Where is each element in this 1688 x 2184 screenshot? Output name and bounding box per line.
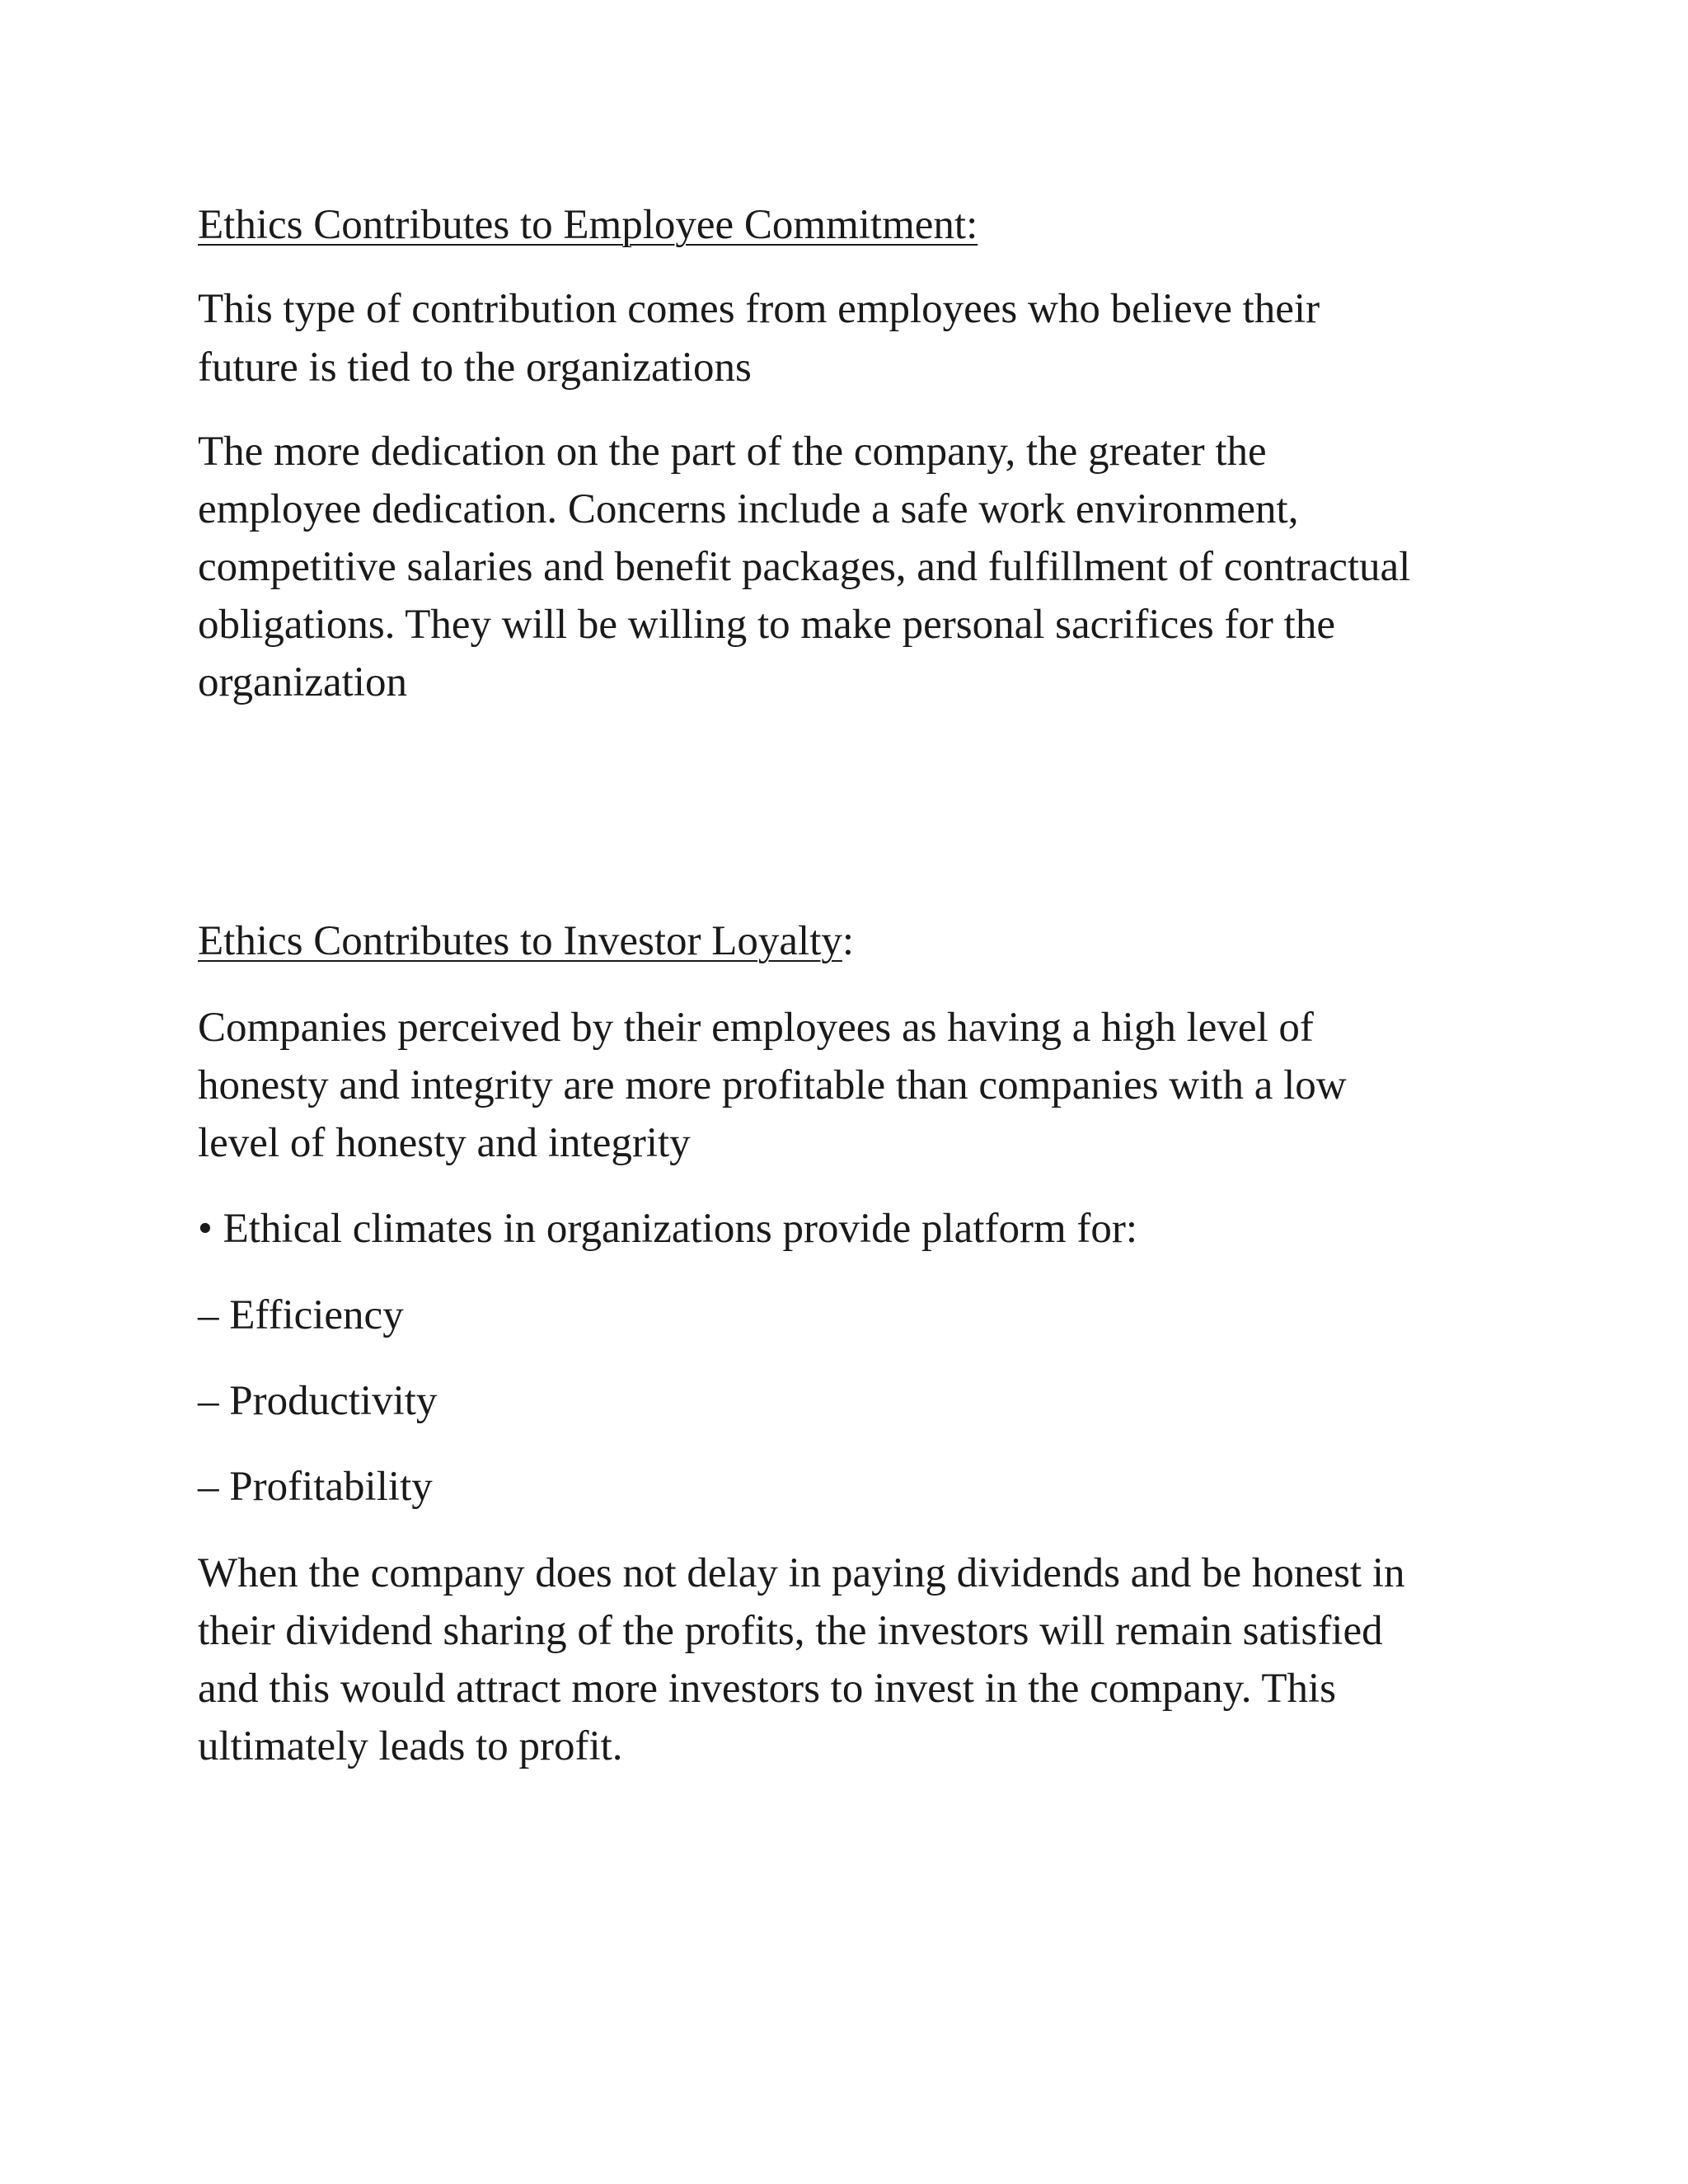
paragraph-line: employee dedication. Concerns include a safe work environment,	[198, 486, 1299, 532]
paragraph-line: organization	[198, 659, 407, 705]
paragraph-line: Companies perceived by their employees as having a high level of	[198, 1005, 1314, 1051]
section-heading-employee-commitment: Ethics Contributes to Employee Commitment:	[198, 202, 978, 248]
paragraph-line: their dividend sharing of the profits, the investors will remain satisfied	[198, 1608, 1383, 1654]
dash-list-item: – Profitability	[198, 1464, 433, 1510]
paragraph-line: This type of contribution comes from employees who believe their	[198, 286, 1320, 332]
paragraph-line: competitive salaries and benefit packages, and fulfillment of contractual	[198, 544, 1411, 590]
paragraph-line: When the company does not delay in paying dividends and be honest in	[198, 1550, 1405, 1596]
dash-list-item: – Efficiency	[198, 1292, 404, 1338]
paragraph-line: obligations. They will be willing to make personal sacrifices for the	[198, 602, 1335, 648]
section-heading-investor-loyalty-row	[198, 918, 855, 964]
dash-list-item: – Productivity	[198, 1378, 438, 1424]
heading-colon: :	[842, 918, 855, 964]
paragraph-line: future is tied to the organizations	[198, 344, 752, 391]
paragraph-line: and this would attract more investors to invest in the company. This	[198, 1666, 1337, 1712]
paragraph-line: level of honesty and integrity	[198, 1120, 691, 1166]
section-heading-investor-loyalty: Ethics Contributes to Investor Loyalty	[198, 918, 842, 964]
bullet-item: • Ethical climates in organizations provide platform for:	[198, 1206, 1138, 1252]
paragraph-line: honesty and integrity are more profitable than companies with a low	[198, 1062, 1347, 1108]
paragraph-line: The more dedication on the part of the company, the greater the	[198, 429, 1267, 475]
paragraph-line: ultimately leads to profit.	[198, 1723, 623, 1769]
